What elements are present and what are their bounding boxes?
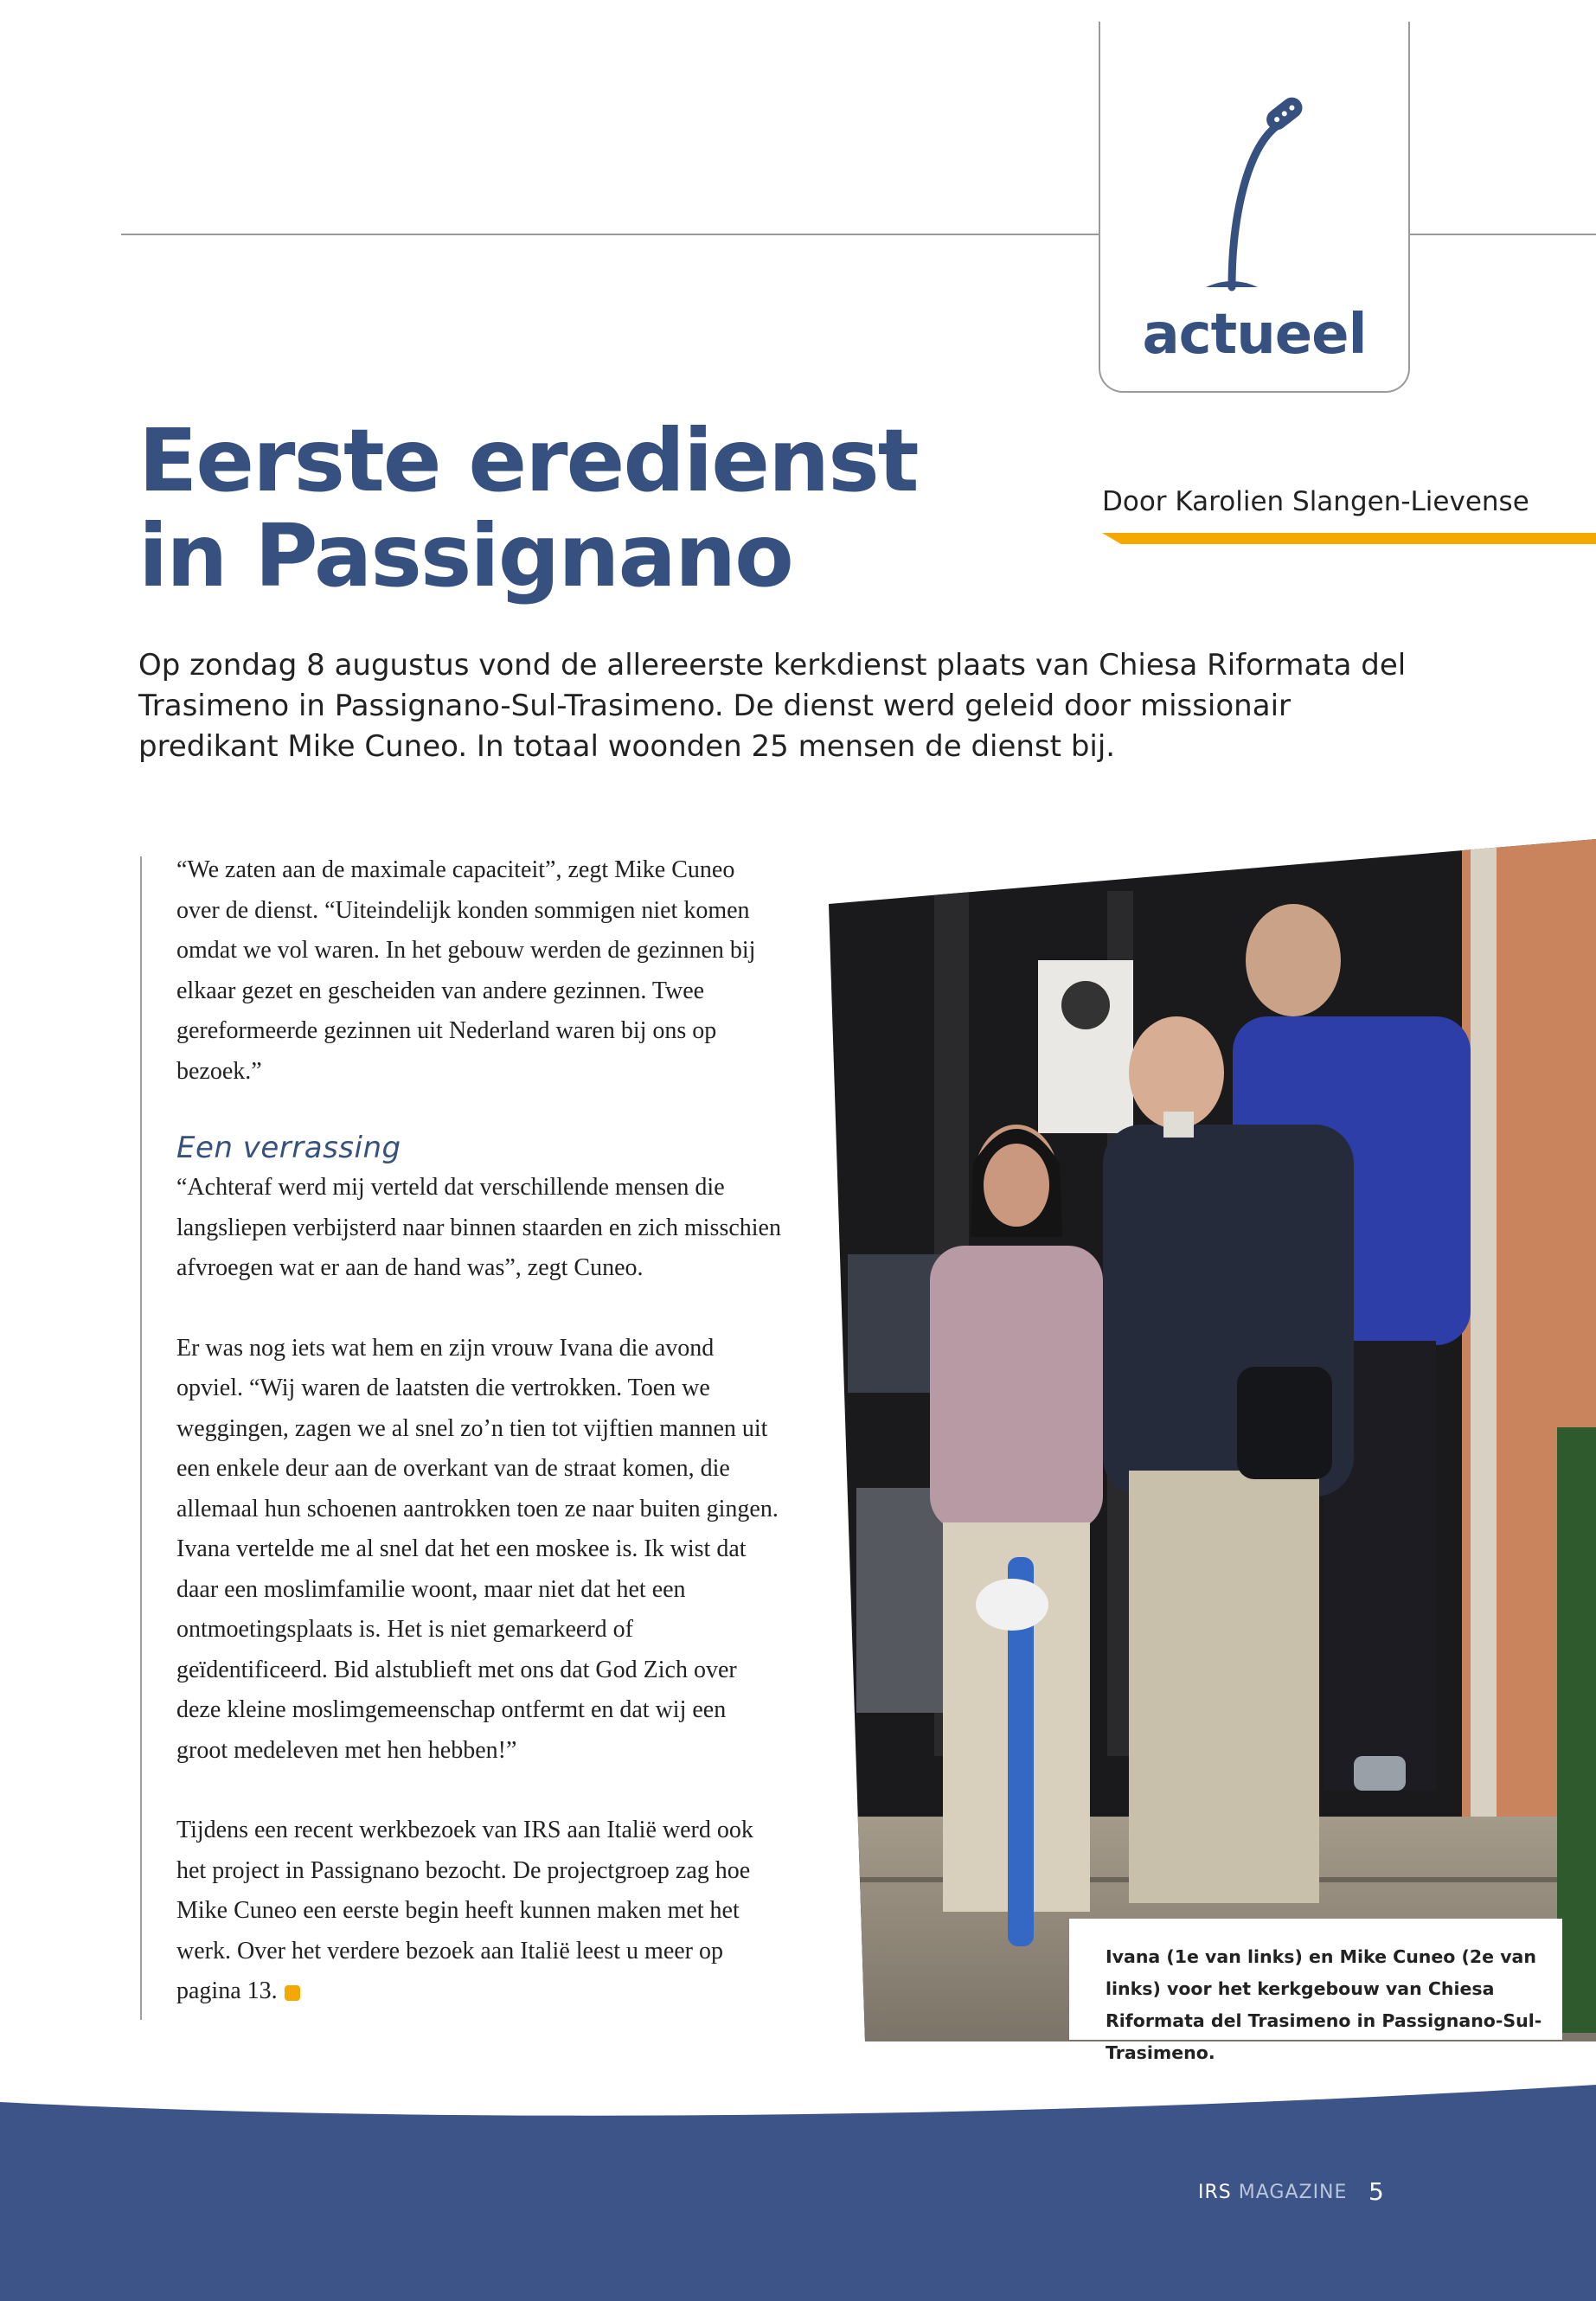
title-line-1: Eerste eredienst [138, 410, 918, 511]
title-line-2: in Passignano [138, 505, 792, 606]
page-number: 5 [1368, 2177, 1384, 2206]
subheading: Een verrassing [176, 1131, 401, 1165]
footer-brand-light: MAGAZINE [1238, 2182, 1348, 2203]
footer-band [0, 2085, 1596, 2301]
paragraph-2: “Achteraf werd mij verteld dat verschillende mensen die langsliepen verbijsterd naar binnen staarden en zich misschien afvroegen wat er aan de hand was”, zegt Cuneo. [176, 1174, 781, 1281]
paragraph-4: Tijdens een recent werkbezoek van IRS aan Italië werd ook het project in Passignano bezocht. De projectgroep zag hoe Mike Cuneo een eerste begin heeft kunnen maken met het werk. Over het verdere bezoek aan Italië leest u meer op pagina 13. [176, 1817, 753, 2004]
byline: Door Karolien Slangen-Lievense [1102, 486, 1529, 517]
intro-paragraph: Op zondag 8 augustus vond de allereerste kerkdienst plaats van Chiesa Riformata del Trasimeno in Passignano-Sul-Trasimeno. De dienst werd geleid door missionair predikant Mike Cuneo. In totaal woonden 25 mensen de dienst bij. [138, 648, 1407, 764]
footer-brand [1198, 2182, 1347, 2203]
section-label: actueel [1142, 303, 1367, 367]
photo-caption: Ivana (1e van links) en Mike Cuneo (2e van links) voor het kerkgebouw van Chiesa Riformata del Trasimeno in Passignano-Sul-Trasimeno. [1106, 1946, 1542, 2063]
paragraph-1: “We zaten aan de maximale capaciteit”, zegt Mike Cuneo over de dienst. “Uiteindelijk konden sommigen niet komen omdat we vol waren. In het gebouw werden de gezinnen bij elkaar gezet en gescheiden van andere gezinnen. Twee gereformeerde gezinnen uit Nederland waren bij ons op bezoek.” [176, 856, 756, 1085]
footer-brand-bold: IRS [1198, 2182, 1232, 2203]
paragraph-3: Er was nog iets wat hem en zijn vrouw Ivana die avond opviel. “Wij waren de laatsten die vertrokken. Toen we weggingen, zagen we al snel zo’n tien tot vijftien mannen uit een enkele deur aan de overkant van de straat komen, die allemaal hun schoenen aantrokken toen ze naar buiten gingen. Ivana vertelde me al snel dat het een moskee is. Ik wist dat daar een moslimfamilie woont, maar niet dat het een ontmoetingsplaats is. Het is niet gemarkeerd of geïdentificeerd. Bid alstublieft met ons dat God Zich over deze kleine moslimgemeenschap ontfermt en dat wij een groot medeleven met hen hebben!” [176, 1334, 779, 1764]
